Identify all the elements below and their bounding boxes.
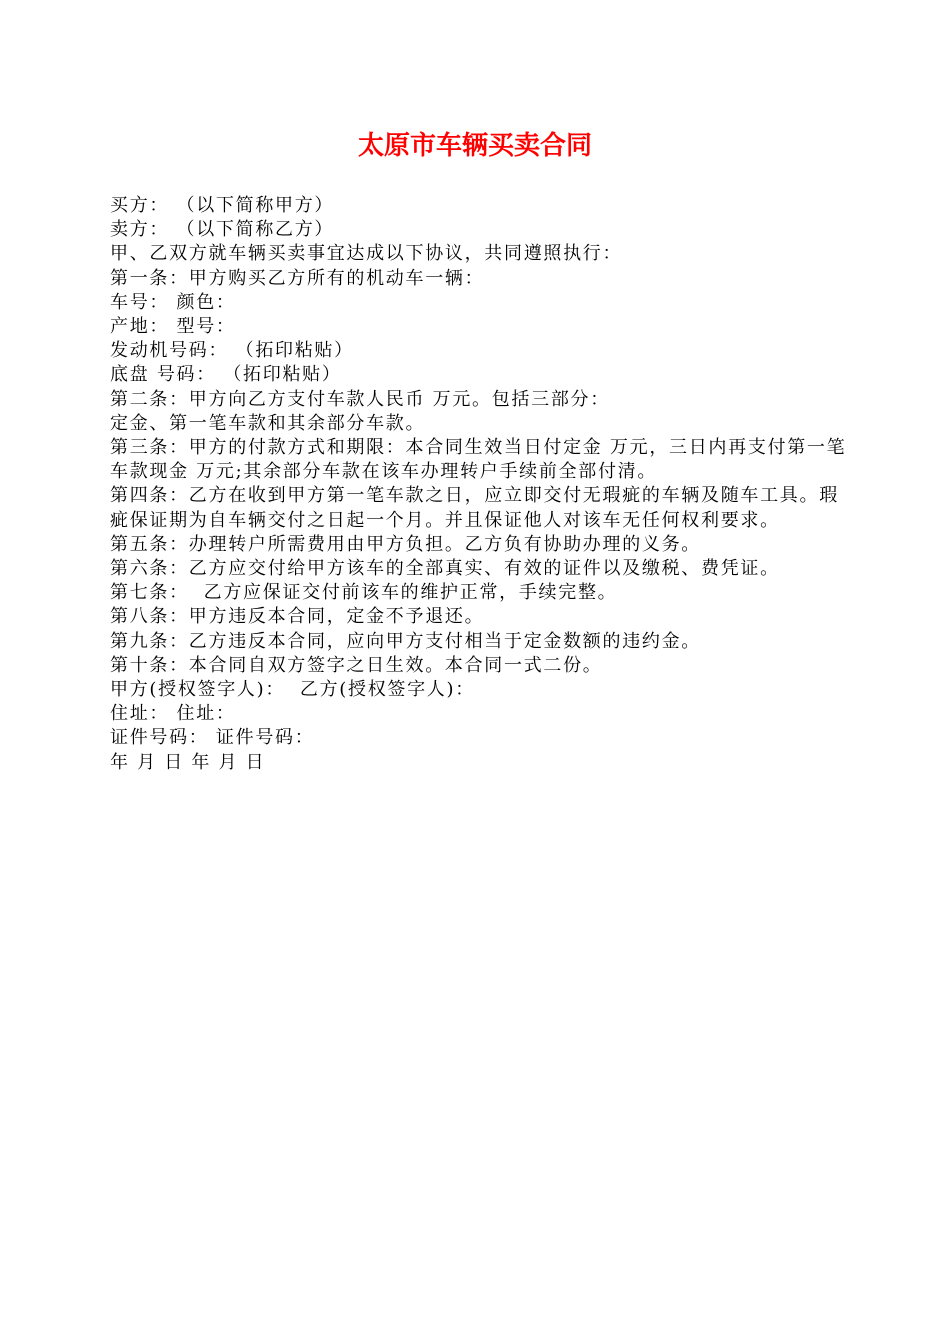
field-origin-model: 产地： 型号： — [110, 316, 236, 338]
clause-article-2: 第二条：甲方向乙方支付车款人民币 万元。包括三部分： — [110, 388, 610, 410]
field-plate-color: 车号： 颜色： — [110, 291, 236, 313]
clause-article-4: 第四条：乙方在收到甲方第一笔车款之日，应立即交付无瑕疵的车辆及随车工具。瑕疵保证期为自车辆交付之日起一个月。并且保证他人对该车无任何权利要求。 — [110, 485, 839, 531]
clause-seller: 卖方： （以下简称乙方） — [110, 219, 335, 241]
clause-agreement-intro: 甲、乙双方就车辆买卖事宜达成以下协议，共同遵照执行： — [110, 243, 623, 265]
field-engine-number: 发动机号码： （拓印粘贴） — [110, 340, 354, 362]
clause-article-1: 第一条：甲方购买乙方所有的机动车一辆： — [110, 267, 485, 289]
clause-article-10: 第十条：本合同自双方签字之日生效。本合同一式二份。 — [110, 654, 603, 676]
clause-article-9: 第九条：乙方违反本合同，应向甲方支付相当于定金数额的违约金。 — [110, 630, 701, 652]
clause-article-5: 第五条：办理转户所需费用由甲方负担。乙方负有协助办理的义务。 — [110, 533, 701, 555]
clause-buyer: 买方： （以下简称甲方） — [110, 195, 335, 216]
document-title: 太原市车辆买卖合同 — [357, 131, 592, 161]
clause-article-7: 第七条： 乙方应保证交付前该车的维护正常，手续完整。 — [110, 582, 618, 604]
signature-id-number: 证件号码： 证件号码： — [110, 727, 315, 749]
clause-article-6: 第六条：乙方应交付给甲方该车的全部真实、有效的证件以及缴税、费凭证。 — [110, 558, 780, 580]
signature-parties: 甲方(授权签字人)： 乙方(授权签字人)： — [110, 679, 475, 701]
field-chassis-number: 底盘 号码： （拓印粘贴） — [110, 364, 342, 386]
signature-address: 住址： 住址： — [110, 703, 236, 725]
signature-date: 年 月 日 年 月 日 — [110, 751, 266, 773]
clause-article-8: 第八条：甲方违反本合同，定金不予退还。 — [110, 606, 485, 628]
document-body — [110, 194, 850, 775]
clause-article-2-detail: 定金、第一笔车款和其余部分车款。 — [110, 412, 426, 434]
clause-article-3: 第三条：甲方的付款方式和期限：本合同生效当日付定金 万元，三日内再支付第一笔车款现金 万元;其余部分车款在该车办理转户手续前全部付清。 — [110, 437, 847, 483]
